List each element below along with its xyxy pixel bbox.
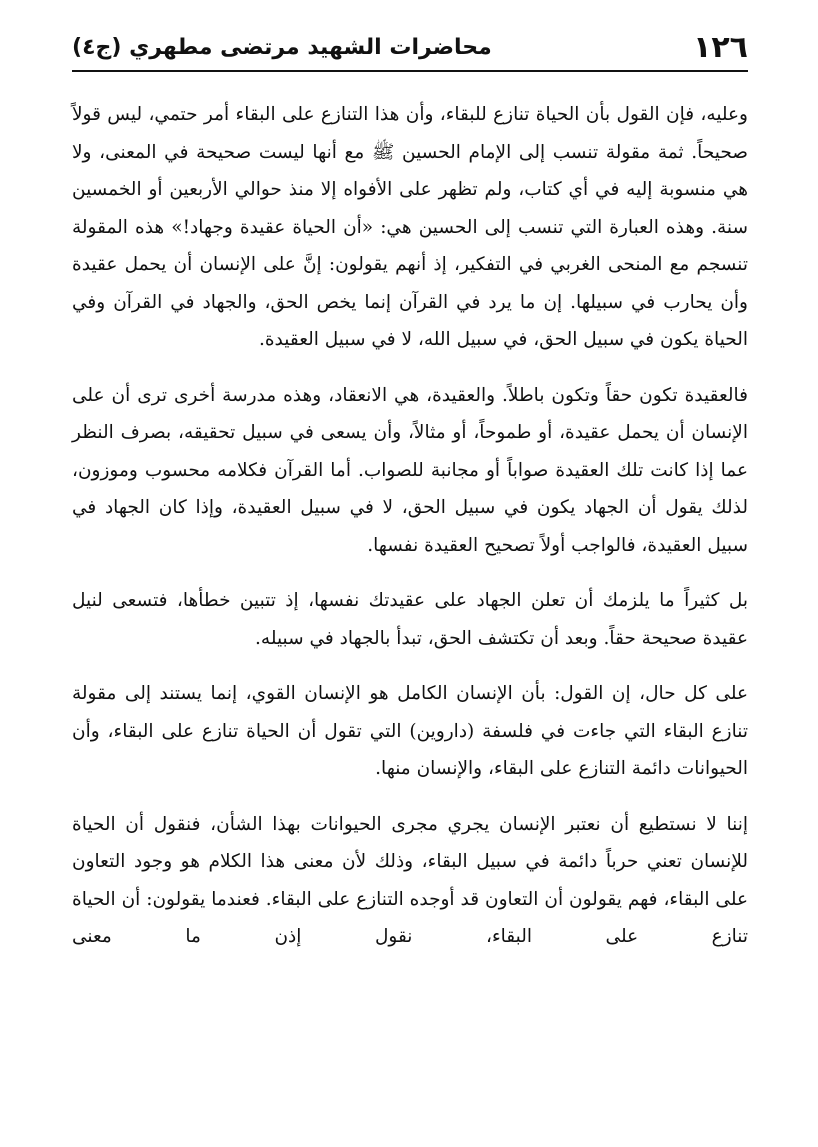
paragraph-1: وعليه، فإن القول بأن الحياة تنازع للبقاء، وأن هذا التنازع على البقاء أمر حتمي، ليس قولاً صحيحاً. ثمة مقولة تنسب إلى الإمام الحسين ﷺ مع أنها ليست صحيحة في المعنى، ولا هي منسوبة إليه في أي كتاب، ولم تظهر على الأفواه إلا منذ حوالي الأربعين أو الخمسين سنة. وهذه العبارة التي تنسب إلى الحسين هي: «أن الحياة عقيدة وجهاد!» هذه المقولة تنسجم مع المنحى الغربي في التفكير، إذ أنهم يقولون: إنَّ على الإنسان أن يحمل عقيدة وأن يحارب في سبيلها. إن ما يرد في القرآن إنما يخص الحق، والجهاد في القرآن وفي الحياة يكون في سبيل الحق، في سبيل الله، لا في سبيل العقيدة. <box>72 104 748 350</box>
paragraph-2: فالعقيدة تكون حقاً وتكون باطلاً. والعقيدة، هي الانعقاد، وهذه مدرسة أخرى ترى أن على الإنسان أن يحمل عقيدة، أو طموحاً، أو مثالاً، وأن يسعى في سبيل تحقيقه، بصرف النظر عما إذا كانت تلك العقيدة صواباً أو مجانبة للصواب. أما القرآن فكلامه محسوب وموزون، لذلك يقول أن الجهاد يكون في سبيل الحق، لا في سبيل العقيدة، وإذا كان الجهاد في سبيل العقيدة، فالواجب أولاً تصحيح العقيدة نفسها. <box>72 384 748 556</box>
paragraph-5: إننا لا نستطيع أن نعتبر الإنسان يجري مجرى الحيوانات بهذا الشأن، فنقول أن الحياة للإنسان تعني حرباً دائمة في سبيل البقاء، وذلك لأن معنى هذا الكلام هو وجود التعاون على البقاء، فهم يقولون أن التعاون قد أوجده التنازع على البقاء. فعندما يقولون: أن الحياة تنازع على البقاء، نقول إذن ما معنى <box>72 813 748 947</box>
page-header <box>72 26 748 72</box>
running-title: محاضرات الشهيد مرتضى مطهري (ج٤) <box>72 35 492 60</box>
paragraph-3: بل كثيراً ما يلزمك أن تعلن الجهاد على عقيدتك نفسها، إذ تتبين خطأها، فتسعى لنيل عقيدة صحيحة حقاً. وبعد أن تكتشف الحق، تبدأ بالجهاد في سبيله. <box>72 590 748 649</box>
paragraph-4: على كل حال، إن القول: بأن الإنسان الكامل هو الإنسان القوي، إنما يستند إلى مقولة تنازع البقاء التي جاءت في فلسفة (داروين) التي تقول أن الحياة تنازع على البقاء، وأن الحيوانات دائمة التنازع على البقاء، والإنسان منها. <box>72 683 748 779</box>
page-number: ١٢٦ <box>693 30 748 65</box>
page-body <box>72 96 748 974</box>
